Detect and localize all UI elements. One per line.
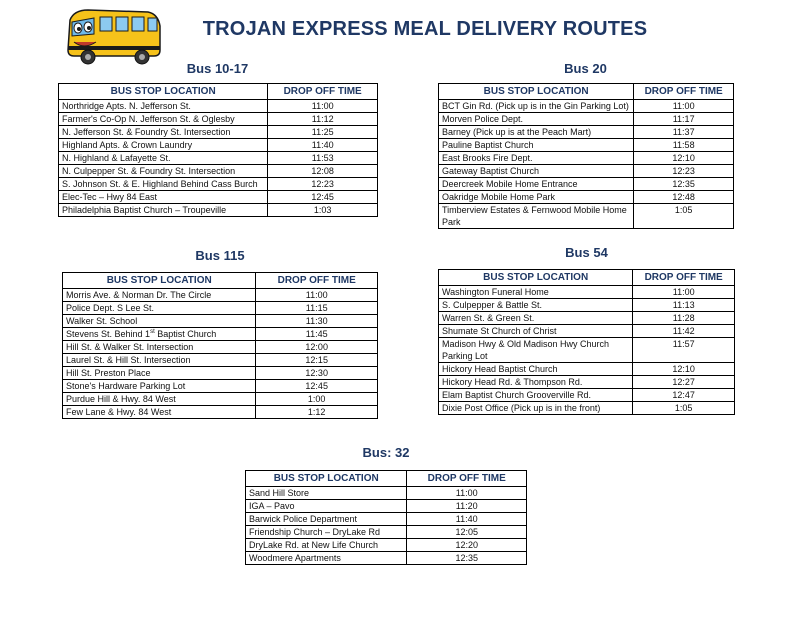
stop-location: Morven Police Dept. <box>439 113 634 126</box>
column-header-time: DROP OFF TIME <box>407 471 527 487</box>
drop-off-time: 12:00 <box>256 341 378 354</box>
stop-location: Hill St. Preston Place <box>63 367 256 380</box>
drop-off-time: 1:05 <box>633 402 735 415</box>
stop-location: Pauline Baptist Church <box>439 139 634 152</box>
drop-off-time: 12:35 <box>634 178 734 191</box>
stop-location: Oakridge Mobile Home Park <box>439 191 634 204</box>
stop-location: Timberview Estates & Fernwood Mobile Home Park <box>439 204 634 229</box>
table-header-row <box>59 84 378 100</box>
table-row <box>439 178 734 191</box>
drop-off-time: 12:05 <box>407 526 527 539</box>
stop-location: N. Jefferson St. & Foundry St. Intersection <box>59 126 268 139</box>
table-row <box>439 126 734 139</box>
route-table-bus-10-17 <box>58 83 378 217</box>
table-row <box>439 165 734 178</box>
table-row <box>439 191 734 204</box>
table-row <box>63 328 378 341</box>
stop-location: Deercreek Mobile Home Entrance <box>439 178 634 191</box>
stop-location: IGA – Pavo <box>246 500 407 513</box>
stop-location: Walker St. School <box>63 315 256 328</box>
stop-location: Stevens St. Behind 1st Baptist Church <box>63 328 256 341</box>
table-row <box>246 539 527 552</box>
table-header-row <box>63 273 378 289</box>
table-row <box>63 315 378 328</box>
table-row <box>59 178 378 191</box>
route-table-bus-20 <box>438 83 734 229</box>
table-row <box>439 100 734 113</box>
stop-location: Purdue Hill & Hwy. 84 West <box>63 393 256 406</box>
column-header-time: DROP OFF TIME <box>633 270 735 286</box>
column-header-time: DROP OFF TIME <box>256 273 378 289</box>
table-row <box>439 286 735 299</box>
table-row <box>59 126 378 139</box>
drop-off-time: 11:40 <box>407 513 527 526</box>
drop-off-time: 11:25 <box>268 126 378 139</box>
stop-location: N. Highland & Lafayette St. <box>59 152 268 165</box>
table-header-row <box>439 270 735 286</box>
stop-location: Northridge Apts. N. Jefferson St. <box>59 100 268 113</box>
route-table-bus-115 <box>62 272 378 419</box>
drop-off-time: 12:30 <box>256 367 378 380</box>
drop-off-time: 11:37 <box>634 126 734 139</box>
table-row <box>63 341 378 354</box>
table-row <box>63 289 378 302</box>
route-table-bus-32 <box>245 470 527 565</box>
drop-off-time: 11:15 <box>256 302 378 315</box>
stop-location: Morris Ave. & Norman Dr. The Circle <box>63 289 256 302</box>
drop-off-time: 12:47 <box>633 389 735 402</box>
drop-off-time: 12:15 <box>256 354 378 367</box>
drop-off-time: 12:48 <box>634 191 734 204</box>
table-row <box>59 113 378 126</box>
route-heading-bus-10-17: Bus 10-17 <box>186 61 249 76</box>
table-row <box>246 526 527 539</box>
route-heading-bus-115: Bus 115 <box>195 248 245 263</box>
drop-off-time: 11:17 <box>634 113 734 126</box>
column-header-location: BUS STOP LOCATION <box>439 270 633 286</box>
drop-off-time: 11:40 <box>268 139 378 152</box>
column-header-location: BUS STOP LOCATION <box>246 471 407 487</box>
drop-off-time: 12:23 <box>634 165 734 178</box>
drop-off-time: 11:00 <box>268 100 378 113</box>
stop-location: Sand Hill Store <box>246 487 407 500</box>
table-row <box>63 302 378 315</box>
stop-location: Laurel St. & Hill St. Intersection <box>63 354 256 367</box>
table-row <box>246 487 527 500</box>
stop-location: Gateway Baptist Church <box>439 165 634 178</box>
column-header-location: BUS STOP LOCATION <box>439 84 634 100</box>
table-row <box>439 204 734 229</box>
drop-off-time: 12:23 <box>268 178 378 191</box>
stop-location: Washington Funeral Home <box>439 286 633 299</box>
stop-location: Madison Hwy & Old Madison Hwy Church Parking Lot <box>439 338 633 363</box>
stop-location: Elam Baptist Church Grooverville Rd. <box>439 389 633 402</box>
table-row <box>246 552 527 565</box>
stop-location: DryLake Rd. at New Life Church <box>246 539 407 552</box>
stop-location: Dixie Post Office (Pick up is in the front) <box>439 402 633 415</box>
drop-off-time: 12:45 <box>268 191 378 204</box>
stop-location: Hickory Head Rd. & Thompson Rd. <box>439 376 633 389</box>
drop-off-time: 11:53 <box>268 152 378 165</box>
stop-location: Police Dept. S Lee St. <box>63 302 256 315</box>
stop-location: Hickory Head Baptist Church <box>439 363 633 376</box>
drop-off-time: 12:08 <box>268 165 378 178</box>
table-row <box>439 338 735 363</box>
stop-location: Philadelphia Baptist Church – Troupeville <box>59 204 268 217</box>
drop-off-time: 11:13 <box>633 299 735 312</box>
drop-off-time: 12:20 <box>407 539 527 552</box>
drop-off-time: 11:45 <box>256 328 378 341</box>
drop-off-time: 11:00 <box>256 289 378 302</box>
route-table-bus-54 <box>438 269 735 415</box>
stop-location: S. Johnson St. & E. Highland Behind Cass Burch <box>59 178 268 191</box>
column-header-location: BUS STOP LOCATION <box>63 273 256 289</box>
table-row <box>439 363 735 376</box>
stop-location: East Brooks Fire Dept. <box>439 152 634 165</box>
table-row <box>59 152 378 165</box>
drop-off-time: 1:03 <box>268 204 378 217</box>
drop-off-time: 11:42 <box>633 325 735 338</box>
table-row <box>63 354 378 367</box>
stop-location: Barwick Police Department <box>246 513 407 526</box>
table-row <box>439 312 735 325</box>
stop-location: Farmer's Co-Op N. Jefferson St. & Oglesby <box>59 113 268 126</box>
stop-location: Highland Apts. & Crown Laundry <box>59 139 268 152</box>
table-row <box>439 113 734 126</box>
drop-off-time: 12:10 <box>633 363 735 376</box>
table-row <box>439 402 735 415</box>
table-row <box>63 380 378 393</box>
table-header-row <box>246 471 527 487</box>
stop-location: Friendship Church – DryLake Rd <box>246 526 407 539</box>
drop-off-time: 11:57 <box>633 338 735 363</box>
drop-off-time: 1:05 <box>634 204 734 229</box>
table-row <box>439 139 734 152</box>
drop-off-time: 1:12 <box>256 406 378 419</box>
drop-off-time: 11:30 <box>256 315 378 328</box>
drop-off-time: 11:12 <box>268 113 378 126</box>
route-heading-bus-20: Bus 20 <box>564 61 607 76</box>
drop-off-time: 11:20 <box>407 500 527 513</box>
table-row <box>63 367 378 380</box>
column-header-location: BUS STOP LOCATION <box>59 84 268 100</box>
drop-off-time: 11:00 <box>407 487 527 500</box>
drop-off-time: 1:00 <box>256 393 378 406</box>
column-header-time: DROP OFF TIME <box>634 84 734 100</box>
drop-off-time: 12:10 <box>634 152 734 165</box>
table-row <box>59 191 378 204</box>
stop-location: N. Culpepper St. & Foundry St. Intersection <box>59 165 268 178</box>
stop-location: Warren St. & Green St. <box>439 312 633 325</box>
school-bus-cartoon-icon <box>64 4 164 66</box>
drop-off-time: 12:45 <box>256 380 378 393</box>
drop-off-time: 11:00 <box>634 100 734 113</box>
table-row <box>439 152 734 165</box>
table-row <box>59 100 378 113</box>
column-header-time: DROP OFF TIME <box>268 84 378 100</box>
drop-off-time: 11:00 <box>633 286 735 299</box>
drop-off-time: 12:35 <box>407 552 527 565</box>
table-header-row <box>439 84 734 100</box>
stop-location: Shumate St Church of Christ <box>439 325 633 338</box>
stop-location: S. Culpepper & Battle St. <box>439 299 633 312</box>
table-row <box>246 500 527 513</box>
table-row <box>439 376 735 389</box>
stop-location: Barney (Pick up is at the Peach Mart) <box>439 126 634 139</box>
page-title: TROJAN EXPRESS MEAL DELIVERY ROUTES <box>202 18 648 40</box>
stop-location: Elec-Tec – Hwy 84 East <box>59 191 268 204</box>
table-row <box>59 139 378 152</box>
stop-location: BCT Gin Rd. (Pick up is in the Gin Parking Lot) <box>439 100 634 113</box>
stop-location: Stone's Hardware Parking Lot <box>63 380 256 393</box>
table-row <box>246 513 527 526</box>
drop-off-time: 12:27 <box>633 376 735 389</box>
drop-off-time: 11:28 <box>633 312 735 325</box>
stop-location: Woodmere Apartments <box>246 552 407 565</box>
table-row <box>439 325 735 338</box>
table-row <box>439 389 735 402</box>
table-row <box>59 165 378 178</box>
stop-location: Hill St. & Walker St. Intersection <box>63 341 256 354</box>
table-row <box>439 299 735 312</box>
table-row <box>59 204 378 217</box>
route-heading-bus-32: Bus: 32 <box>362 445 410 460</box>
stop-location: Few Lane & Hwy. 84 West <box>63 406 256 419</box>
table-row <box>63 406 378 419</box>
route-heading-bus-54: Bus 54 <box>565 245 608 260</box>
drop-off-time: 11:58 <box>634 139 734 152</box>
table-row <box>63 393 378 406</box>
